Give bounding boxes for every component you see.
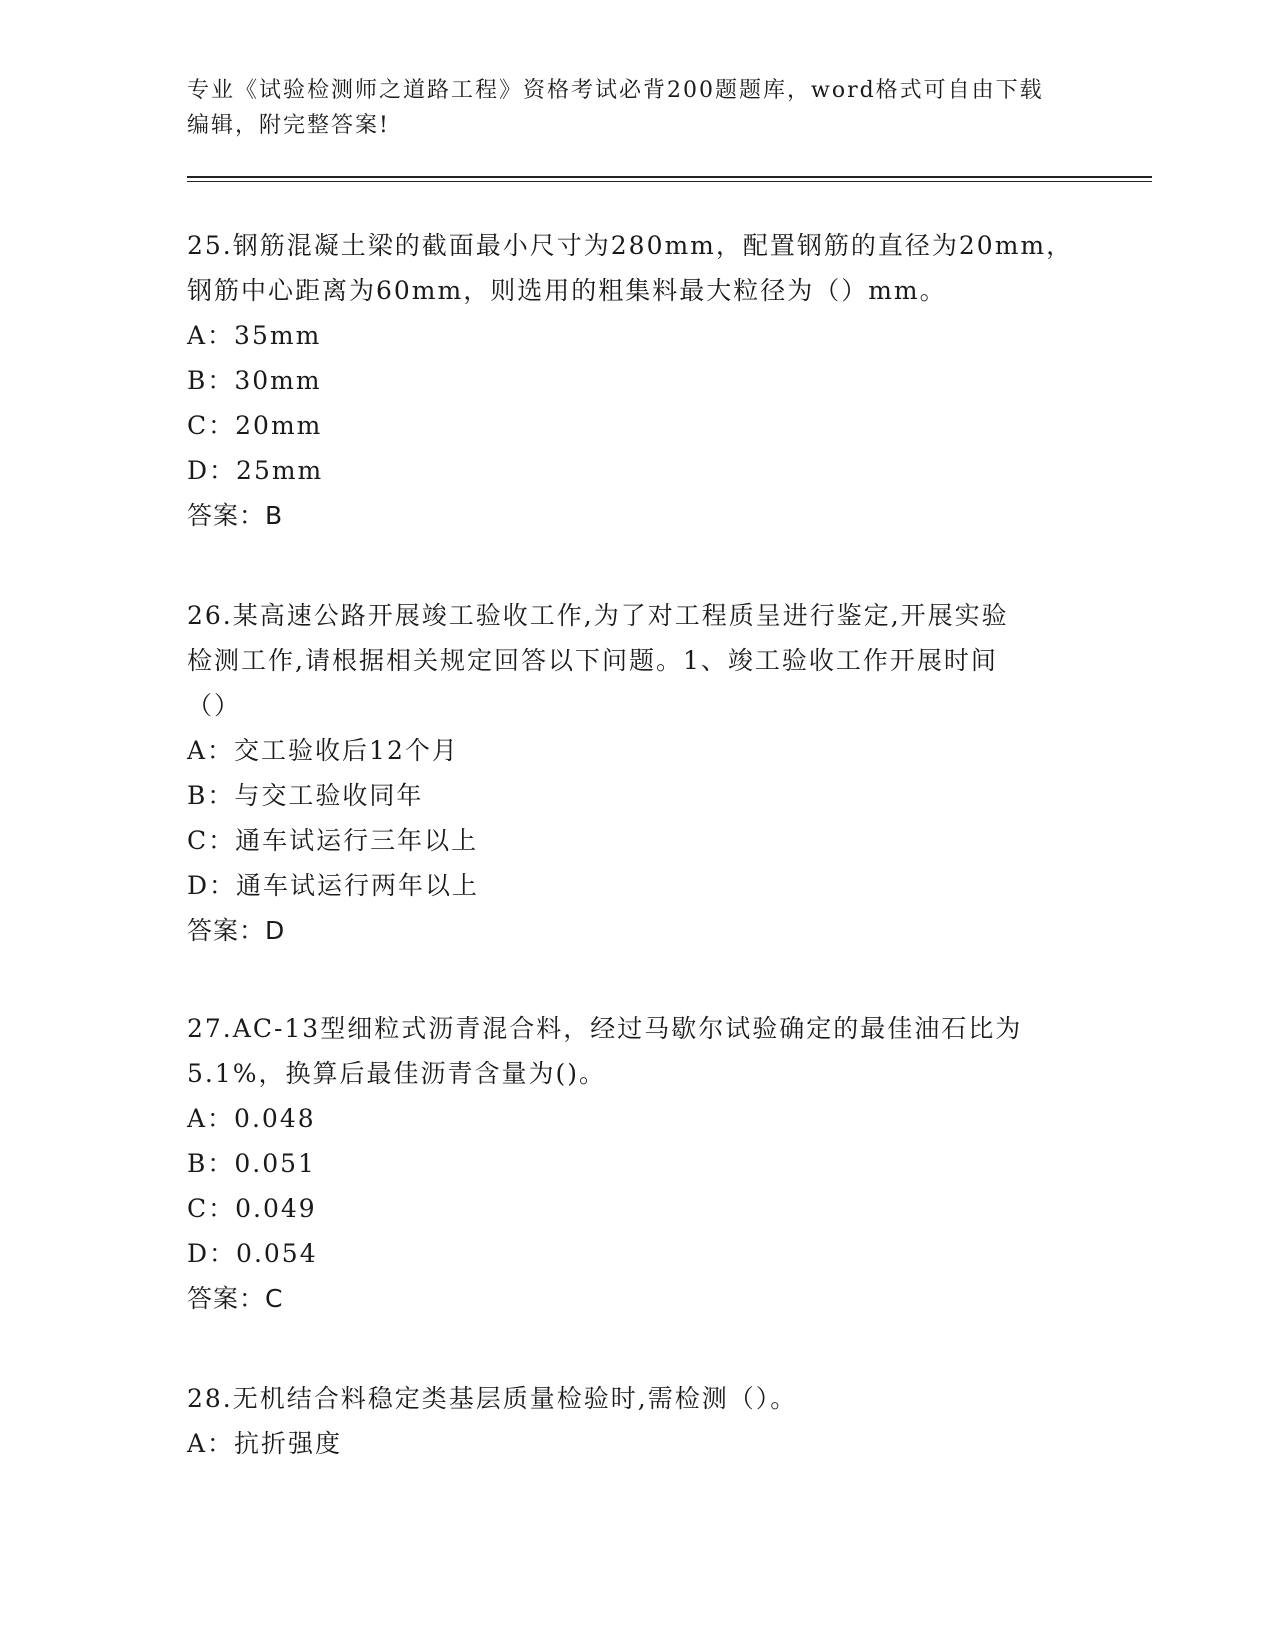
option-c: C：通车试运行三年以上 <box>187 826 479 855</box>
question-27 <box>187 1006 1087 1321</box>
question-stem-line: 5.1%，换算后最佳沥青含量为()。 <box>187 1059 607 1088</box>
question-25 <box>187 223 1087 538</box>
option-a: A：35mm <box>187 321 322 350</box>
option-b: B：30mm <box>187 366 322 395</box>
header-divider-thick <box>187 176 1152 178</box>
option-a: A：交工验收后12个月 <box>187 736 459 765</box>
question-26 <box>187 593 1087 953</box>
question-28 <box>187 1376 1087 1466</box>
option-d: D：25mm <box>187 456 324 485</box>
answer-line: 答案：B <box>187 501 284 530</box>
header-title-line-1: 专业《试验检测师之道路工程》资格考试必背200题题库，word格式可自由下载 <box>187 78 1044 103</box>
document-header <box>187 73 1087 143</box>
question-stem-line: 26.某高速公路开展竣工验收工作,为了对工程质呈进行鉴定,开展实验 <box>187 601 1009 630</box>
option-a: A：0.048 <box>187 1104 316 1133</box>
option-a: A：抗折强度 <box>187 1429 343 1458</box>
answer-line: 答案：D <box>187 916 286 945</box>
answer-line: 答案：C <box>187 1284 284 1313</box>
option-b: B：与交工验收同年 <box>187 781 424 810</box>
question-stem-line: 钢筋中心距离为60mm，则选用的粗集料最大粒径为（）mm。 <box>187 276 947 305</box>
option-c: C：0.049 <box>187 1194 317 1223</box>
option-c: C：20mm <box>187 411 323 440</box>
question-stem-line: 检测工作,请根据相关规定回答以下问题。1、竣工验收工作开展时间 <box>187 646 998 675</box>
question-stem-line: 27.AC-13型细粒式沥青混合料，经过马歇尔试验确定的最佳油石比为 <box>187 1014 1023 1043</box>
option-b: B：0.051 <box>187 1149 316 1178</box>
option-d: D：0.054 <box>187 1239 318 1268</box>
header-title-line-2: 编辑，附完整答案! <box>187 113 390 138</box>
question-stem-line: 25.钢筋混凝土梁的截面最小尺寸为280mm，配置钢筋的直径为20mm， <box>187 231 1074 260</box>
option-d: D：通车试运行两年以上 <box>187 871 480 900</box>
question-stem-line: （） <box>187 691 242 720</box>
question-stem-line: 28.无机结合料稳定类基层质量检验时,需检测（）。 <box>187 1384 798 1413</box>
header-divider-thin <box>187 181 1152 182</box>
